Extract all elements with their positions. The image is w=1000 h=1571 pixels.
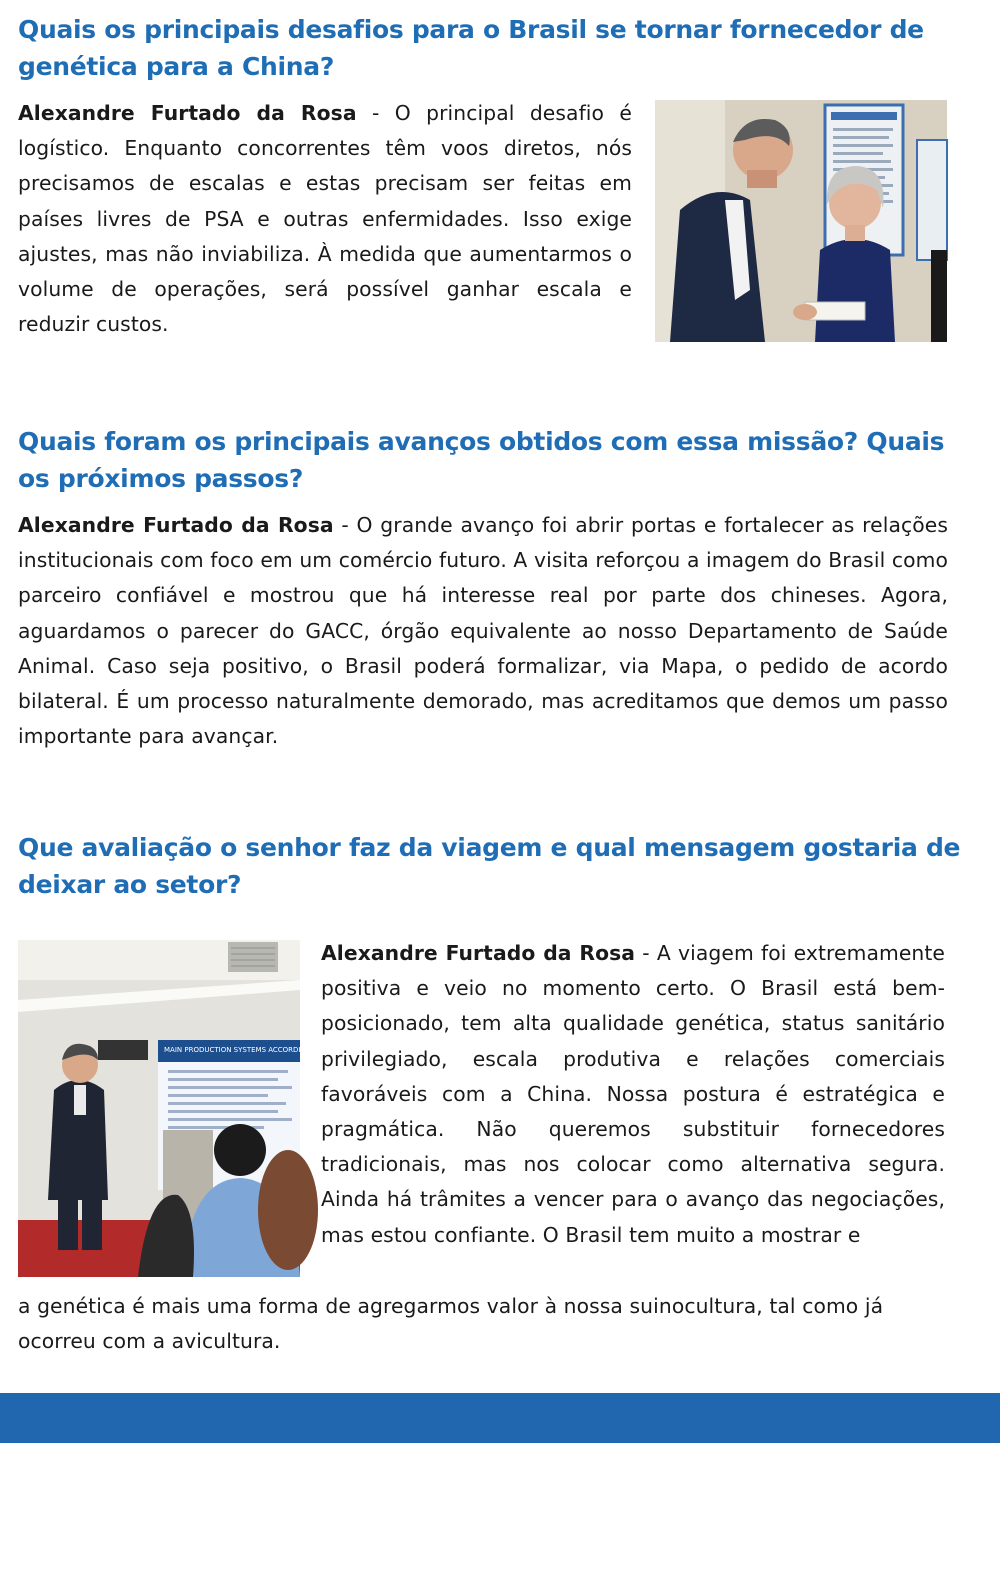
answer-text: - A viagem foi extremamente positiva e veio no momento certo. O Brasil está bem-posicionado, tem alta qualidade genética, status sanitário privilegiado, escala produtiva e relações comerciais favoráveis com a China. Nossa postura é estratégica e pragmática. Não queremos substituir fornecedores tradicionais, mas nos colocar como alternativa segura. Ainda há trâmites a vencer para o avanço das negociações, mas estou confiante. O Brasil tem muito a mostrar e <box>321 941 945 1247</box>
answer-text: - O principal desafio é logístico. Enquanto concorrentes têm voos diretos, nós precisamos de escalas e estas precisam ser feitas em países livres de PSA e outras enfermidades. Isso exige ajustes, mas não inviabiliza. À medida que aumentarmos o volume de operações, será possível ganhar escala e reduzir custos. <box>18 101 632 337</box>
footer-bar <box>0 1393 1000 1443</box>
answer-text: - O grande avanço foi abrir portas e fortalecer as relações institucionais com foco em um comércio futuro. A visita reforçou a imagem do Brasil como parceiro confiável e mostrou que há interesse real por parte dos chineses. Agora, aguardamos o parecer do GACC, órgão equivalente ao nosso Departamento de Saúde Animal. Caso seja positivo, o Brasil poderá formalizar, via Mapa, o pedido de acordo bilateral. É um processo naturalmente demorado, mas acreditamos que demos um passo importante para avançar. <box>18 513 948 749</box>
photo-gift-exchange <box>655 100 947 342</box>
section-1-answer <box>18 96 632 342</box>
slide-heading: MAIN PRODUCTION SYSTEMS ACCORDING TO REPLACEMENT <box>164 1046 377 1054</box>
section-3-answer-continued: a genética é mais uma forma de agregarmos valor à nossa suinocultura, tal como já ocorreu com a avicultura. <box>18 1294 884 1354</box>
speaker-name: Alexandre Furtado da Rosa <box>18 513 334 537</box>
photo-presentation <box>18 940 377 1277</box>
section-2-question: Quais foram os principais avanços obtidos com essa missão? Quais os próximos passos? <box>18 427 945 493</box>
section-2-answer <box>18 508 948 754</box>
section-3-answer <box>321 936 945 1253</box>
speaker-name: Alexandre Furtado da Rosa <box>18 101 357 125</box>
section-1-question: Quais os principais desafios para o Brasil se tornar fornecedor de genética para a China? <box>18 15 924 81</box>
section-3-question: Que avaliação o senhor faz da viagem e qual mensagem gostaria de deixar ao setor? <box>18 833 961 899</box>
speaker-name: Alexandre Furtado da Rosa <box>321 941 636 965</box>
